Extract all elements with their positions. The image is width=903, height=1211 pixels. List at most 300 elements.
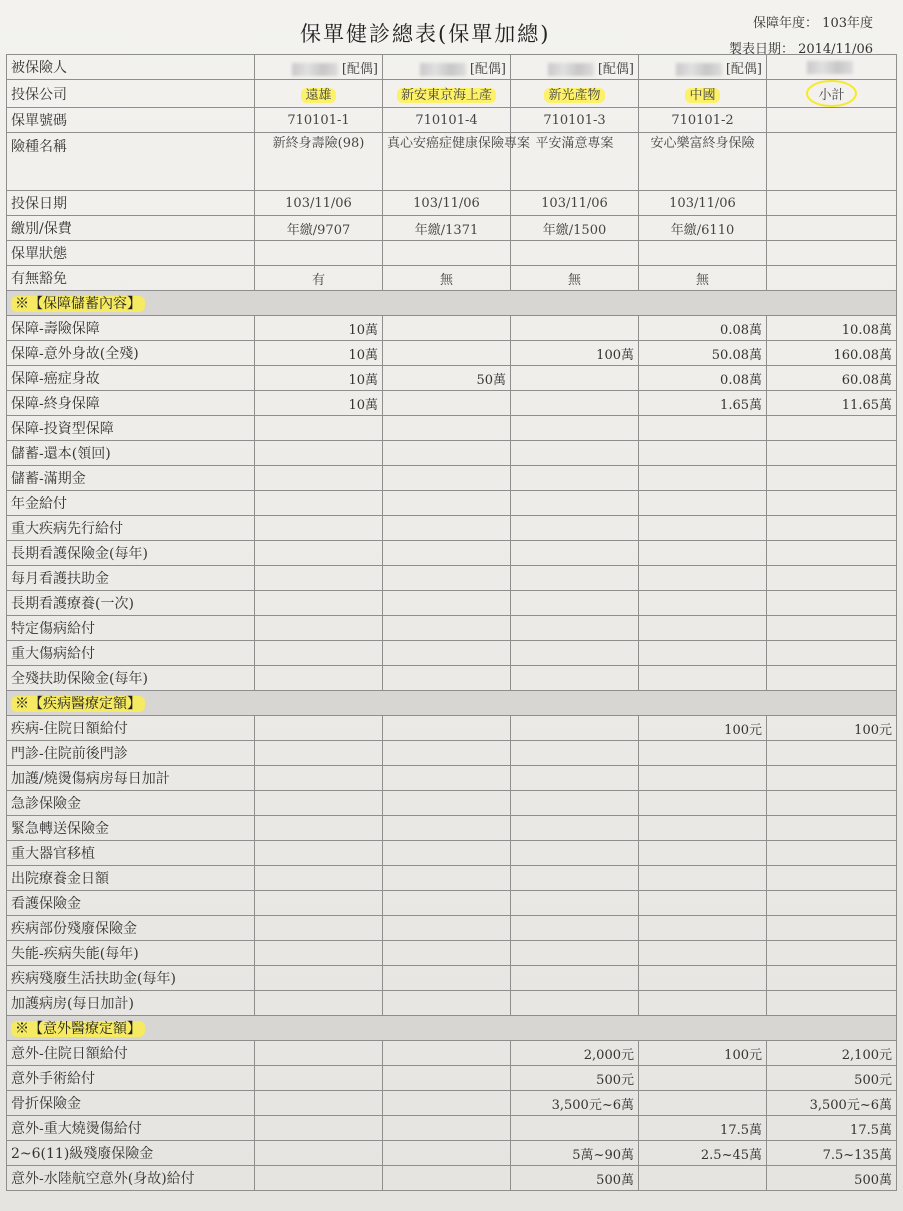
benefit-value	[255, 491, 383, 516]
benefit-row	[7, 1141, 897, 1166]
benefit-value: 2.5~45萬	[639, 1141, 767, 1166]
info-row	[7, 241, 897, 266]
benefit-row	[7, 966, 897, 991]
insurer-name: 新安東京海上產	[397, 88, 496, 103]
benefit-value	[383, 816, 511, 841]
info-cell	[255, 55, 383, 80]
benefit-value	[383, 1091, 511, 1116]
benefit-value	[511, 366, 639, 391]
benefit-value	[767, 791, 897, 816]
benefit-value	[383, 641, 511, 666]
info-cell: 無	[383, 266, 511, 291]
info-cell: 103/11/06	[511, 191, 639, 216]
info-row	[7, 108, 897, 133]
insurer-name: 遠雄	[301, 88, 335, 103]
benefit-label: 保障-意外身故(全殘)	[7, 341, 255, 366]
info-cell: 無	[639, 266, 767, 291]
benefit-value	[511, 991, 639, 1016]
benefit-value	[255, 716, 383, 741]
benefit-value	[383, 741, 511, 766]
policy-summary-table	[6, 54, 897, 1191]
benefit-value	[511, 666, 639, 691]
benefit-label: 年金給付	[7, 491, 255, 516]
benefit-label: 看護保險金	[7, 891, 255, 916]
row-label: 有無豁免	[7, 266, 255, 291]
benefit-value	[383, 1041, 511, 1066]
benefit-value	[511, 966, 639, 991]
info-cell: 年繳/6110	[639, 216, 767, 241]
section-header	[7, 291, 897, 316]
benefit-value	[639, 766, 767, 791]
benefit-row	[7, 416, 897, 441]
benefit-value	[255, 1091, 383, 1116]
benefit-row	[7, 566, 897, 591]
benefit-value	[255, 816, 383, 841]
benefit-value: 500萬	[767, 1166, 897, 1191]
benefit-value	[255, 591, 383, 616]
benefit-row	[7, 991, 897, 1016]
info-cell: 年繳/9707	[255, 216, 383, 241]
benefit-value	[383, 541, 511, 566]
info-row	[7, 216, 897, 241]
info-cell	[767, 80, 897, 108]
benefit-label: 疾病殘廢生活扶助金(每年)	[7, 966, 255, 991]
benefit-value	[639, 841, 767, 866]
benefit-value	[383, 466, 511, 491]
benefit-value: 10萬	[255, 341, 383, 366]
info-cell	[767, 133, 897, 191]
row-label: 投保公司	[7, 80, 255, 108]
benefit-value	[639, 741, 767, 766]
benefit-label: 儲蓄-滿期金	[7, 466, 255, 491]
info-cell: 103/11/06	[639, 191, 767, 216]
benefit-value	[383, 766, 511, 791]
benefit-value	[639, 541, 767, 566]
benefit-label: 保障-壽險保障	[7, 316, 255, 341]
section-header	[7, 1016, 897, 1041]
page-title: 保單健診總表(保單加總)	[300, 22, 551, 46]
info-cell: 103/11/06	[255, 191, 383, 216]
section-title-cell	[7, 291, 897, 316]
benefit-value	[767, 441, 897, 466]
redacted-name	[292, 63, 338, 76]
benefit-value	[255, 541, 383, 566]
benefit-row	[7, 716, 897, 741]
benefit-label: 加護/燒燙傷病房每日加計	[7, 766, 255, 791]
benefit-label: 意外-水陸航空意外(身故)給付	[7, 1166, 255, 1191]
info-cell	[511, 80, 639, 108]
benefit-value	[255, 416, 383, 441]
benefit-value	[255, 441, 383, 466]
insurer-name: 中國	[685, 88, 719, 103]
benefit-value: 10萬	[255, 316, 383, 341]
benefit-value	[383, 591, 511, 616]
section-title-cell	[7, 691, 897, 716]
info-cell: 710101-2	[639, 108, 767, 133]
redacted-name	[420, 63, 466, 76]
subtotal-header: 小計	[806, 80, 856, 107]
benefit-value	[511, 516, 639, 541]
info-cell	[255, 241, 383, 266]
benefit-value	[383, 416, 511, 441]
benefit-row	[7, 741, 897, 766]
benefit-value	[639, 866, 767, 891]
benefit-label: 失能-疾病失能(每年)	[7, 941, 255, 966]
benefit-value	[255, 966, 383, 991]
benefit-value	[767, 966, 897, 991]
benefit-value: 100萬	[511, 341, 639, 366]
benefit-value	[767, 666, 897, 691]
info-cell	[767, 216, 897, 241]
benefit-value	[767, 541, 897, 566]
benefit-label: 緊急轉送保險金	[7, 816, 255, 841]
benefit-value	[383, 341, 511, 366]
benefit-value: 160.08萬	[767, 341, 897, 366]
benefit-value	[511, 566, 639, 591]
benefit-row	[7, 791, 897, 816]
benefit-value	[511, 491, 639, 516]
benefit-value	[511, 541, 639, 566]
info-cell	[255, 80, 383, 108]
info-cell	[767, 108, 897, 133]
benefit-row	[7, 541, 897, 566]
benefit-row	[7, 591, 897, 616]
benefit-value: 500萬	[511, 1166, 639, 1191]
benefit-value: 3,500元~6萬	[767, 1091, 897, 1116]
benefit-value	[767, 891, 897, 916]
benefit-value: 100元	[639, 716, 767, 741]
benefit-value	[511, 591, 639, 616]
benefit-label: 2~6(11)級殘廢保險金	[7, 1141, 255, 1166]
benefit-label: 骨折保險金	[7, 1091, 255, 1116]
benefit-label: 疾病部份殘廢保險金	[7, 916, 255, 941]
benefit-row	[7, 916, 897, 941]
row-label: 保單號碼	[7, 108, 255, 133]
info-cell: 平安滿意專案	[511, 133, 639, 191]
benefit-value	[255, 891, 383, 916]
info-row	[7, 191, 897, 216]
benefit-value	[767, 741, 897, 766]
benefit-value	[383, 566, 511, 591]
benefit-value	[255, 791, 383, 816]
info-row	[7, 266, 897, 291]
benefit-value	[255, 1141, 383, 1166]
info-cell: 710101-3	[511, 108, 639, 133]
benefit-row	[7, 366, 897, 391]
row-label: 保單狀態	[7, 241, 255, 266]
info-cell	[511, 55, 639, 80]
benefit-value	[383, 716, 511, 741]
benefit-value	[767, 916, 897, 941]
info-cell	[767, 55, 897, 80]
benefit-value	[511, 316, 639, 341]
benefit-value	[511, 1116, 639, 1141]
info-cell	[767, 266, 897, 291]
benefit-value	[383, 866, 511, 891]
benefit-row	[7, 1041, 897, 1066]
benefit-value	[255, 641, 383, 666]
benefit-value	[511, 716, 639, 741]
benefit-value	[767, 416, 897, 441]
benefit-value	[511, 916, 639, 941]
benefit-value	[383, 791, 511, 816]
benefit-value	[255, 941, 383, 966]
benefit-value	[383, 966, 511, 991]
report-date: 製表日期： 2014/11/06	[728, 42, 873, 57]
benefit-value	[639, 816, 767, 841]
benefit-value: 7.5~135萬	[767, 1141, 897, 1166]
benefit-value: 10.08萬	[767, 316, 897, 341]
info-cell	[383, 55, 511, 80]
info-cell	[639, 55, 767, 80]
redacted-name	[676, 63, 722, 76]
benefit-value	[767, 991, 897, 1016]
benefit-label: 全殘扶助保險金(每年)	[7, 666, 255, 691]
benefit-value	[639, 641, 767, 666]
benefit-value	[639, 1066, 767, 1091]
benefit-label: 特定傷病給付	[7, 616, 255, 641]
benefit-label: 重大器官移植	[7, 841, 255, 866]
benefit-value	[383, 1066, 511, 1091]
benefit-value: 500元	[767, 1066, 897, 1091]
benefit-label: 重大傷病給付	[7, 641, 255, 666]
benefit-value	[383, 516, 511, 541]
info-cell: 年繳/1371	[383, 216, 511, 241]
benefit-value	[767, 566, 897, 591]
benefit-value	[767, 641, 897, 666]
info-cell	[767, 241, 897, 266]
section-header	[7, 691, 897, 716]
section-title-cell	[7, 1016, 897, 1041]
info-cell	[639, 80, 767, 108]
benefit-value: 2,100元	[767, 1041, 897, 1066]
insurer-name: 新光產物	[544, 88, 604, 103]
benefit-value: 0.08萬	[639, 366, 767, 391]
benefit-value	[639, 1166, 767, 1191]
benefit-value	[511, 891, 639, 916]
benefit-value: 60.08萬	[767, 366, 897, 391]
benefit-value	[255, 466, 383, 491]
benefit-value	[639, 591, 767, 616]
benefit-value	[255, 741, 383, 766]
benefit-row	[7, 616, 897, 641]
benefit-label: 疾病-住院日額給付	[7, 716, 255, 741]
benefit-row	[7, 941, 897, 966]
benefit-value: 10萬	[255, 366, 383, 391]
benefit-value	[767, 816, 897, 841]
benefit-value	[767, 841, 897, 866]
benefit-value	[255, 916, 383, 941]
benefit-value	[383, 916, 511, 941]
benefit-row	[7, 866, 897, 891]
benefit-value	[511, 941, 639, 966]
benefit-value	[639, 416, 767, 441]
benefit-row	[7, 491, 897, 516]
info-cell	[511, 241, 639, 266]
benefit-value	[255, 1041, 383, 1066]
benefit-value	[383, 616, 511, 641]
benefit-value	[767, 466, 897, 491]
benefit-value: 100元	[639, 1041, 767, 1066]
benefit-label: 重大疾病先行給付	[7, 516, 255, 541]
benefit-label: 意外手術給付	[7, 1066, 255, 1091]
redacted-name	[548, 63, 594, 76]
benefit-value	[511, 641, 639, 666]
benefit-value	[383, 316, 511, 341]
section-title: ※【意外醫療定額】	[11, 1021, 145, 1037]
benefit-value	[511, 866, 639, 891]
benefit-value: 11.65萬	[767, 391, 897, 416]
benefit-value	[639, 441, 767, 466]
benefit-value: 5萬~90萬	[511, 1141, 639, 1166]
info-cell: 有	[255, 266, 383, 291]
benefit-value	[511, 741, 639, 766]
benefit-value	[511, 841, 639, 866]
benefit-row	[7, 766, 897, 791]
benefit-row	[7, 816, 897, 841]
info-cell: 無	[511, 266, 639, 291]
benefit-value	[255, 516, 383, 541]
benefit-row	[7, 341, 897, 366]
benefit-value	[639, 491, 767, 516]
benefit-value	[383, 1116, 511, 1141]
section-title: ※【疾病醫療定額】	[11, 696, 145, 712]
benefit-row	[7, 1116, 897, 1141]
insured-relation: [配偶]	[341, 61, 378, 77]
benefit-value: 17.5萬	[639, 1116, 767, 1141]
benefit-value: 3,500元~6萬	[511, 1091, 639, 1116]
benefit-value: 17.5萬	[767, 1116, 897, 1141]
info-cell: 103/11/06	[383, 191, 511, 216]
benefit-label: 每月看護扶助金	[7, 566, 255, 591]
insured-relation: [配偶]	[725, 61, 762, 77]
benefit-value: 10萬	[255, 391, 383, 416]
benefit-row	[7, 316, 897, 341]
info-row	[7, 133, 897, 191]
benefit-value	[383, 1141, 511, 1166]
benefit-value: 500元	[511, 1066, 639, 1091]
benefit-value	[383, 1166, 511, 1191]
benefit-value: 0.08萬	[639, 316, 767, 341]
benefit-value	[511, 441, 639, 466]
info-cell: 安心樂富終身保險	[639, 133, 767, 191]
benefit-row	[7, 841, 897, 866]
info-cell	[639, 241, 767, 266]
benefit-value	[511, 766, 639, 791]
benefit-value	[383, 441, 511, 466]
benefit-value	[639, 666, 767, 691]
benefit-value	[639, 991, 767, 1016]
benefit-value	[511, 391, 639, 416]
benefit-value	[511, 616, 639, 641]
benefit-value	[767, 616, 897, 641]
benefit-label: 保障-終身保障	[7, 391, 255, 416]
benefit-value	[255, 566, 383, 591]
redacted-name	[807, 61, 853, 74]
benefit-row	[7, 466, 897, 491]
benefit-label: 意外-住院日額給付	[7, 1041, 255, 1066]
benefit-value	[383, 941, 511, 966]
info-cell: 真心安癌症健康保險專案	[383, 133, 511, 191]
benefit-value: 50萬	[383, 366, 511, 391]
info-cell: 年繳/1500	[511, 216, 639, 241]
benefit-value	[767, 516, 897, 541]
benefit-label: 儲蓄-還本(領回)	[7, 441, 255, 466]
benefit-value	[511, 466, 639, 491]
benefit-label: 長期看護保險金(每年)	[7, 541, 255, 566]
benefit-row	[7, 1066, 897, 1091]
benefit-value: 2,000元	[511, 1041, 639, 1066]
benefit-value	[383, 991, 511, 1016]
benefit-label: 加護病房(每日加計)	[7, 991, 255, 1016]
coverage-year: 保障年度： 103年度	[753, 16, 873, 31]
benefit-value: 1.65萬	[639, 391, 767, 416]
benefit-row	[7, 666, 897, 691]
row-label: 投保日期	[7, 191, 255, 216]
benefit-value	[255, 1116, 383, 1141]
benefit-label: 保障-癌症身故	[7, 366, 255, 391]
benefit-row	[7, 391, 897, 416]
benefit-value	[767, 866, 897, 891]
row-label: 險種名稱	[7, 133, 255, 191]
insured-relation: [配偶]	[597, 61, 634, 77]
benefit-value	[255, 766, 383, 791]
insured-relation: [配偶]	[469, 61, 506, 77]
benefit-value	[639, 1091, 767, 1116]
benefit-value	[639, 966, 767, 991]
benefit-value	[255, 841, 383, 866]
benefit-value: 50.08萬	[639, 341, 767, 366]
benefit-value	[255, 666, 383, 691]
benefit-row	[7, 1166, 897, 1191]
benefit-value	[255, 1066, 383, 1091]
row-label: 繳別/保費	[7, 216, 255, 241]
benefit-value	[255, 1166, 383, 1191]
section-title: ※【保障儲蓄內容】	[11, 296, 145, 312]
benefit-label: 意外-重大燒燙傷給付	[7, 1116, 255, 1141]
benefit-value	[639, 941, 767, 966]
benefit-row	[7, 516, 897, 541]
benefit-value	[511, 416, 639, 441]
info-cell	[383, 80, 511, 108]
benefit-value	[767, 491, 897, 516]
benefit-value	[383, 891, 511, 916]
info-cell	[767, 191, 897, 216]
benefit-value	[511, 816, 639, 841]
info-cell: 710101-1	[255, 108, 383, 133]
benefit-value	[255, 991, 383, 1016]
info-cell: 710101-4	[383, 108, 511, 133]
row-label: 被保險人	[7, 55, 255, 80]
benefit-row	[7, 891, 897, 916]
info-cell	[383, 241, 511, 266]
info-row	[7, 80, 897, 108]
benefit-value: 100元	[767, 716, 897, 741]
info-row	[7, 55, 897, 80]
benefit-value	[639, 516, 767, 541]
benefit-value	[383, 666, 511, 691]
benefit-value	[383, 841, 511, 866]
benefit-value	[639, 916, 767, 941]
benefit-label: 保障-投資型保障	[7, 416, 255, 441]
benefit-label: 長期看護療養(一次)	[7, 591, 255, 616]
benefit-value	[639, 791, 767, 816]
benefit-value	[383, 491, 511, 516]
benefit-value	[767, 591, 897, 616]
benefit-value	[639, 466, 767, 491]
info-cell: 新終身壽險(98)	[255, 133, 383, 191]
benefit-label: 急診保險金	[7, 791, 255, 816]
